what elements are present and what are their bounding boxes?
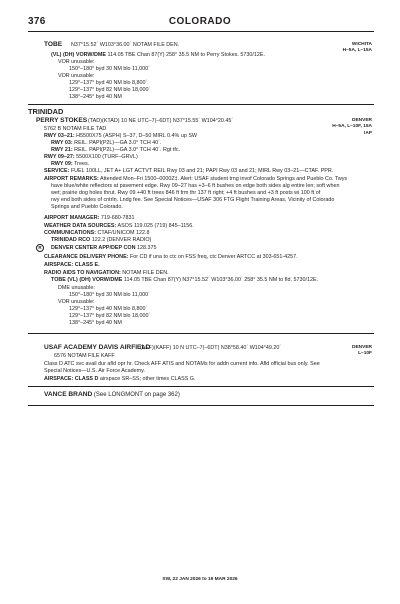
communications-line <box>44 230 150 237</box>
usaf-airspace-label: AIRSPACE: CLASS D <box>44 376 99 382</box>
airport-remarks-line: Springs and Pueblo Colorado. <box>51 204 123 210</box>
tobe-nav-text: 114.05 TBE Chan 87(Y) N37°15.52´ W103°36.00´ 258° 35.5 NM to fld. 5730/12E. <box>122 277 319 283</box>
rco-label: TRINIDAD RCO <box>51 237 91 243</box>
tobe-heading: TOBE <box>44 41 63 48</box>
usaf-airspace-text: airspace SR–SS; other times CLASS G. <box>98 376 196 382</box>
dme-line: 138°–245° byd 40 NM <box>69 320 122 326</box>
rwy-03-text: REIL. PAPI(P2L)—GA 3.0° TCH 40´. <box>72 140 162 146</box>
tobe-nav-label: TOBE (VL) (DH) VORW/DME <box>51 277 123 283</box>
airport-remarks-text: Attended Mon–Fri 1500–0000Z‡. Alert: USAF student trng invof Colorado Springs and Pueblo Co. Twys <box>98 176 348 182</box>
usaf-academy-chart-ref-2: L–10F <box>358 351 372 357</box>
app-dep-label: DENVER CENTER APP/DEP CON <box>51 245 136 251</box>
radio-aids-line <box>44 270 169 277</box>
perry-stokes-chart-refs <box>332 118 372 137</box>
weather-data-label: WEATHER DATA SOURCES: <box>44 223 117 229</box>
radio-aids-label: RADIO AIDS TO NAVIGATION: <box>44 270 121 276</box>
app-dep-text: 128.375 <box>135 245 157 251</box>
perry-stokes-chart-ref-1: DENVER <box>352 118 372 123</box>
perry-stokes-chart-ref-2: H–5A, L–10F, 15A <box>332 124 372 130</box>
rco-text: 122.2 (DENVER RADIO) <box>90 237 152 243</box>
service-text: FUEL 100LL, JET A+ LGT ACTVT REIL Rwy 03 and 21; PAPI Rwy 03 and 21; MIRL Rwy 03–21—CTAF. PPR. <box>69 168 334 174</box>
page-state-title: COLORADO <box>168 16 232 27</box>
airport-manager-line <box>44 215 134 222</box>
airport-manager-label: AIRPORT MANAGER: <box>44 215 100 221</box>
tobe-line: 129°–137° byd 82 NM blo 18,000´ <box>69 87 151 93</box>
dme-line: 129°–137° byd 40 NM blo 8,800´ <box>69 306 148 312</box>
city-heading-trinidad: TRINIDAD <box>28 107 64 116</box>
tobe-coordinates: N37°15.52´ W103°36.00´ NOTAM FILE DEN. <box>71 42 180 48</box>
clearance-line <box>44 254 298 261</box>
section-divider <box>28 104 374 105</box>
section-divider <box>28 405 374 406</box>
rwy-09-27-label: RWY 09–27: <box>44 154 75 160</box>
radar-badge: R <box>36 244 44 252</box>
perry-stokes-chart-ref-3: IAP <box>364 130 372 136</box>
tobe-chart-ref-1: WICHITA <box>351 42 372 47</box>
usaf-airspace-line <box>44 376 196 383</box>
header-divider <box>28 31 374 32</box>
dme-line: 129°–137° byd 82 NM blo 18,000´ <box>69 313 151 319</box>
clearance-text: For CD if una to ctc on FSS freq, ctc Denver ARTCC at 303-651-4257. <box>128 254 298 260</box>
tobe-line: 138°–245° byd 40 NM <box>69 94 122 100</box>
rwy-09-line <box>51 161 89 168</box>
perry-stokes-elevation: 5762 B NOTAM FILE TAD <box>44 126 107 132</box>
rwy-09-text: Trees. <box>72 161 90 167</box>
rwy-03-label: RWY 03: <box>51 140 73 146</box>
radio-aids-text: NOTAM FILE DEN. <box>120 270 169 276</box>
airport-remarks-label: AIRPORT REMARKS: <box>44 176 99 182</box>
rwy-09-label: RWY 09: <box>51 161 73 167</box>
rwy-09-27-text: 5500X100 (TURF–GRVL) <box>74 154 138 160</box>
tobe-chart-refs <box>343 42 372 55</box>
tobe-nav-line <box>51 277 318 284</box>
rco-line <box>51 237 151 244</box>
section-divider <box>28 386 374 387</box>
rwy-03-21-label: RWY 03–21: <box>44 133 75 139</box>
usaf-academy-heading: USAF ACADEMY DAVIS AIRFIELD <box>44 344 151 351</box>
weather-data-text: ASOS 119.025 (719) 845–1156. <box>116 223 194 229</box>
service-label: SERVICE: <box>44 168 70 174</box>
rwy-03-line <box>51 140 162 147</box>
tobe-chart-ref-2: H–5A, L–15A <box>342 48 372 54</box>
vance-brand-reference: (See LONGMONT on page 362) <box>92 392 180 398</box>
rwy-03-21-line <box>44 133 197 140</box>
airport-remarks-line: rwy end both sides of cntrln. Lndg fee. See Special Notices—USAF 306 FTG Flight Training Areas, Vicinity of Colorado <box>51 197 335 203</box>
footer-effective-dates: SW, 22 JAN 2026 to 19 MAR 2026 <box>162 577 238 582</box>
tobe-line: VOR unusable: <box>58 73 95 79</box>
tobe-line: 129°–137° byd 40 NM blo 8,800´ <box>69 80 148 86</box>
usaf-academy-chart-refs <box>352 345 372 358</box>
dme-line: DME unusable: <box>58 285 95 291</box>
page-number: 376 <box>28 16 46 27</box>
section-divider <box>28 333 374 334</box>
service-line <box>44 168 333 175</box>
rwy-21-line <box>51 147 180 154</box>
rwy-09-27-line <box>44 154 138 161</box>
tobe-line: VOR unusable: <box>58 59 95 65</box>
usaf-academy-remarks: Class D ATC svc avail dur afld opr hr. Check AFF ATIS and NOTAMs for addn current info. Afld official bus only. See <box>44 361 320 367</box>
airspace-class-e: AIRSPACE: CLASS E. <box>44 262 100 268</box>
airport-remarks-line <box>44 176 347 183</box>
perry-stokes-location: (TAD)(KTAD) 10 NE UTC–7(–6DT) N37°15.55´ W104°20.45´ <box>88 118 234 124</box>
airport-remarks-line: have blue/white reflectors at pavement edge. Rwy 09–27 has +3–6 ft bushes on edge both sides alg entire len; soft when <box>51 183 340 189</box>
usaf-academy-location: (AFF)(KAFF) 10 N UTC–7(–6DT) N38°58.40´ W104°49.20´ <box>140 345 282 351</box>
rwy-21-text: REIL. PAPI(P2L)—GA 3.0° TCH 40´. Rgt tfc. <box>72 147 181 153</box>
communications-text: CTAF/UNICOM 122.8 <box>96 230 150 236</box>
airport-manager-text: 719-680-7831 <box>99 215 135 221</box>
vance-brand-heading: VANCE BRAND <box>44 391 93 398</box>
weather-data-line <box>44 223 194 230</box>
rwy-03-21-text: H5500X75 (ASPH) S–37, D–50 MIRL 0.4% up SW <box>74 133 198 139</box>
tobe-line: 150°–180° byd 30 NM blo 11,000´ <box>69 66 150 72</box>
tobe-vortac-label: (VL) (DH) VORW/DME <box>51 52 106 58</box>
clearance-label: CLEARANCE DELIVERY PHONE: <box>44 254 129 260</box>
dme-line: 150°–180° byd 30 NM blo 11,000´ <box>69 292 150 298</box>
communications-label: COMMUNICATIONS: <box>44 230 97 236</box>
usaf-academy-chart-ref-1: DENVER <box>352 345 372 350</box>
perry-stokes-heading: PERRY STOKES <box>36 117 88 124</box>
tobe-vortac-line <box>51 52 265 59</box>
dme-line: VOR unusable: <box>58 299 95 305</box>
airport-remarks-line: wet; prairie dog holes thrut. Rwy 09 +40 ft trees 846 ft frm thr 137 ft right; +4 ft bushes and +3 ft posts wi 100 ft of <box>51 190 321 196</box>
vance-brand-line <box>44 392 180 399</box>
rwy-21-label: RWY 21: <box>51 147 73 153</box>
tobe-vortac-text: 114.05 TBE Chan 87(Y) 258° 35.5 NM to Perry Stokes. 5730/12E. <box>106 52 265 58</box>
app-dep-line <box>51 245 156 252</box>
usaf-academy-elevation: 6576 NOTAM FILE KAFF <box>54 353 115 359</box>
usaf-academy-remarks: Special Notices—U.S. Air Force Academy. <box>44 368 145 374</box>
